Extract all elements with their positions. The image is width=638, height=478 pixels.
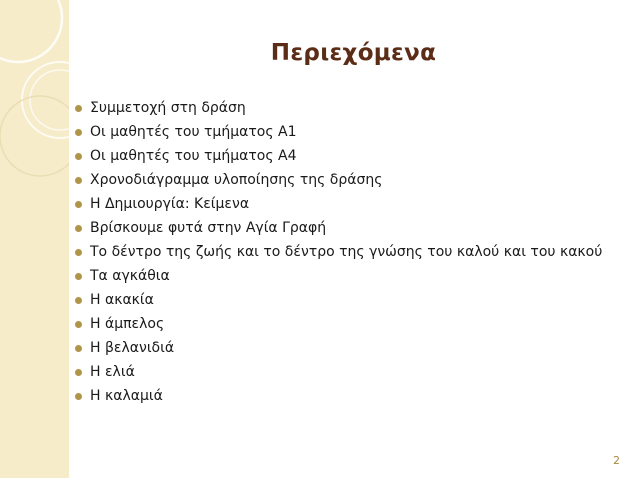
- list-item: [72, 339, 612, 357]
- list-item: [72, 99, 612, 117]
- list-item-text: Οι μαθητές του τμήματος Α1: [90, 124, 297, 140]
- list-item-text: Χρονοδιάγραμμα υλοποίησης της δράσης: [90, 172, 383, 188]
- list-item: [72, 123, 612, 141]
- list-item-text: Συμμετοχή στη δράση: [90, 100, 246, 116]
- bullet-icon: [75, 345, 82, 352]
- circle-ornament-icon: [0, 0, 69, 478]
- bullet-icon: [75, 153, 82, 160]
- bullet-icon: [75, 105, 82, 112]
- bullet-icon: [75, 201, 82, 208]
- bullet-icon: [75, 177, 82, 184]
- list-item-text: Η καλαμιά: [90, 388, 163, 404]
- list-item-text: Η Δημιουργία: Κείμενα: [90, 196, 250, 212]
- list-item: [72, 387, 612, 405]
- bullet-icon: [75, 297, 82, 304]
- list-item: [72, 315, 612, 333]
- decorative-sidebar: [0, 0, 69, 478]
- page-number: 2: [613, 454, 620, 467]
- bullet-icon: [75, 129, 82, 136]
- list-item-text: Η ακακία: [90, 292, 154, 308]
- list-item: [72, 363, 612, 381]
- bullet-icon: [75, 393, 82, 400]
- list-item-text: Η άμπελος: [90, 316, 165, 332]
- slide-title: Περιεχόμενα: [270, 40, 437, 66]
- list-item-text: Τα αγκάθια: [90, 268, 170, 284]
- bullet-icon: [75, 369, 82, 376]
- list-item-text: Η βελανιδιά: [90, 340, 175, 356]
- list-item: [72, 147, 612, 165]
- list-item: [72, 171, 612, 189]
- bullet-icon: [75, 273, 82, 280]
- list-item: [72, 267, 612, 285]
- list-item: [72, 219, 612, 237]
- list-item: [72, 243, 612, 261]
- contents-list: [72, 99, 612, 411]
- list-item-text: Οι μαθητές του τμήματος Α4: [90, 148, 297, 164]
- list-item: [72, 291, 612, 309]
- list-item-text: Το δέντρο της ζωής και το δέντρο της γνώσης του καλού και του κακού: [90, 244, 603, 260]
- bullet-icon: [75, 225, 82, 232]
- bullet-icon: [75, 249, 82, 256]
- bullet-icon: [75, 321, 82, 328]
- list-item-text: Η ελιά: [90, 364, 135, 380]
- list-item: [72, 195, 612, 213]
- list-item-text: Βρίσκουμε φυτά στην Αγία Γραφή: [90, 220, 327, 236]
